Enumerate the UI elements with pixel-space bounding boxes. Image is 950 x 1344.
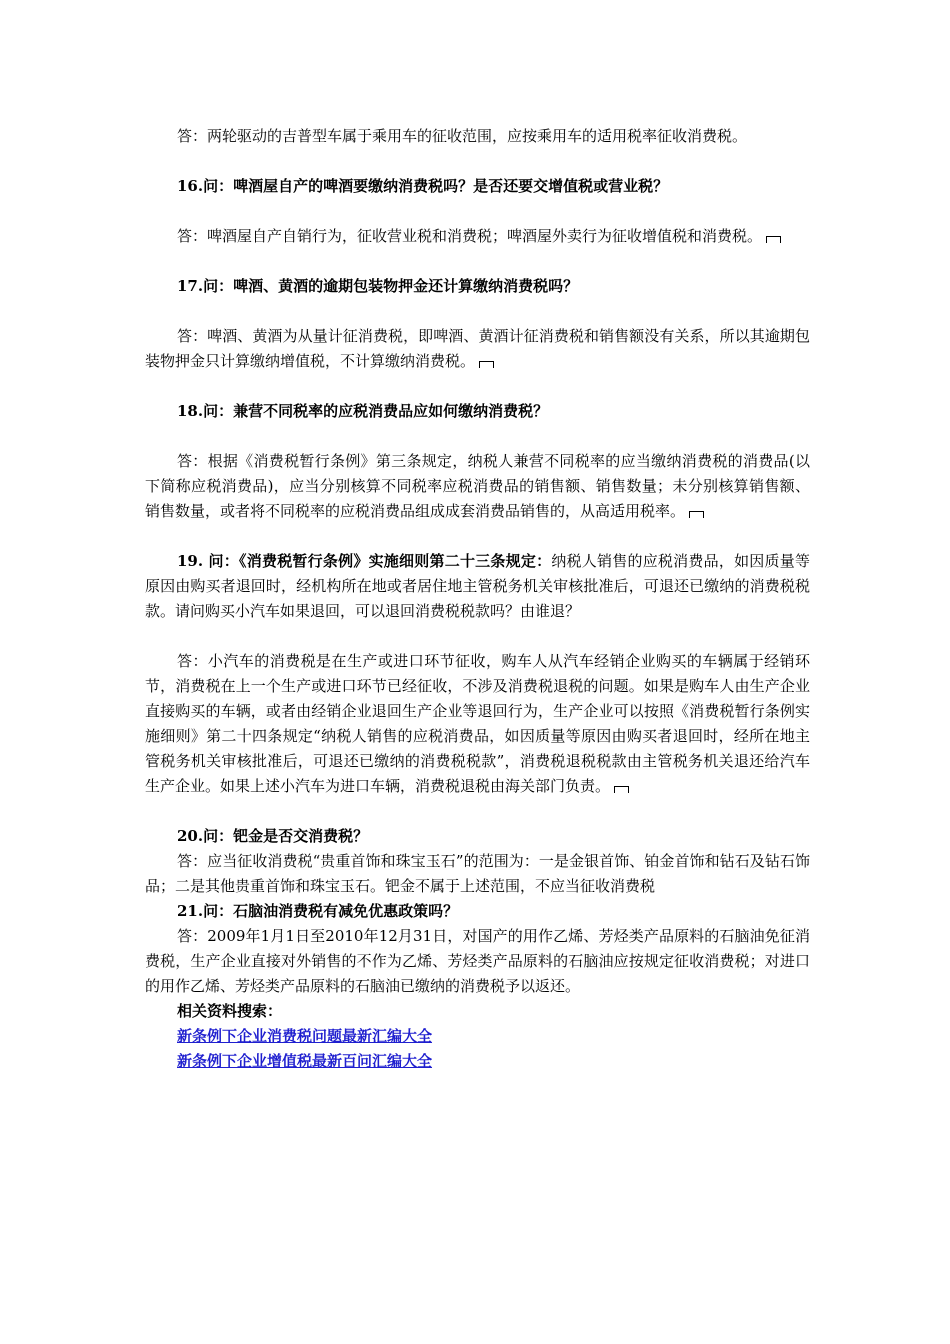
related-links xyxy=(145,1024,810,1049)
answer-21: 答：2009年1月1日至2010年12月31日，对国产的用作乙烯、芳烃类产品原料的石脑油免征消费税，生产企业直接对外销售的不作为乙烯、芳烃类产品原料的石脑油应按规定征收消费税；对进口的用作乙烯、芳烃类产品原料的石脑油已缴纳的消费税予以返还。 xyxy=(145,927,810,995)
related-links-2 xyxy=(145,1049,810,1074)
paragraph-mark-icon xyxy=(766,236,781,243)
related-link-consumption-tax[interactable]: 新条例下企业消费税问题最新汇编大全 xyxy=(177,1027,433,1045)
answer-20: 答：应当征收消费税“贵重首饰和珠宝玉石”的范围为：一是金银首饰、铂金首饰和钻石及钻石饰品；二是其他贵重首饰和珠宝玉石。钯金不属于上述范围，不应当征收消费税 xyxy=(145,852,810,895)
answer-16 xyxy=(145,224,810,249)
document-body xyxy=(145,124,810,1074)
related-link-vat[interactable]: 新条例下企业增值税最新百问汇编大全 xyxy=(177,1052,433,1070)
spacer xyxy=(145,374,810,399)
spacer xyxy=(145,149,810,174)
spacer xyxy=(145,299,810,324)
answer-19 xyxy=(145,649,810,799)
answer-16-text: 答：啤酒屋自产自销行为，征收营业税和消费税；啤酒屋外卖行为征收增值税和消费税。 xyxy=(177,227,763,245)
answer-17-text: 答：啤酒、黄酒为从量计征消费税，即啤酒、黄酒计征消费税和销售额没有关系，所以其逾期包装物押金只计算缴纳增值税，不计算缴纳消费税。 xyxy=(145,327,810,370)
question-19-bold: 19. 问：《消费税暂行条例》实施细则第二十三条规定： xyxy=(177,552,552,570)
related-label: 相关资料搜索： xyxy=(177,1002,283,1020)
answer-18 xyxy=(145,449,810,524)
spacer xyxy=(145,624,810,649)
paragraph-mark-icon xyxy=(614,786,629,793)
question-19-rest: 纳税人销售的应税消费品，如因质量等原因由购买者退回时，经机构所在地或者居住地主管税务机关审核批准后，可退还已缴纳的消费税税款。请问购买小汽车如果退回，可以退回消费税税款吗？由谁退？ xyxy=(145,552,810,620)
spacer xyxy=(145,199,810,224)
answer-19-text: 答：小汽车的消费税是在生产或进口环节征收，购车人从汽车经销企业购买的车辆属于经销环节，消费税在上一个生产或进口环节已经征收，不涉及消费税退税的问题。如果是购车人由生产企业直接购买的车辆，或者由经销企业退回生产企业等退回行为，生产企业可以按照《消费税暂行条例实施细则》第二十四条规定“纳税人销售的应税消费品，如因质量等原因由购买者退回时，经所在地主管税务机关审核批准后，可退还已缴纳的消费税税款”，消费税退税税款由主管税务机关退还给汽车生产企业。如果上述小汽车为进口车辆，消费税退税由海关部门负责。 xyxy=(145,652,810,795)
answer-18-text: 答：根据《消费税暂行条例》第三条规定，纳税人兼营不同税率的应当缴纳消费税的消费品(以下简称应税消费品)，应当分别核算不同税率应税消费品的销售额、销售数量；未分别核算销售额、销售数量，或者将不同税率的应税消费品组成成套消费品销售的，从高适用税率。 xyxy=(145,452,810,520)
spacer xyxy=(145,524,810,549)
answer-15: 答：两轮驱动的吉普型车属于乘用车的征收范围，应按乘用车的适用税率征收消费税。 xyxy=(177,127,748,145)
answer-17 xyxy=(145,324,810,374)
question-17: 17.问：啤酒、黄酒的逾期包装物押金还计算缴纳消费税吗？ xyxy=(177,277,579,295)
question-20: 20.问：钯金是否交消费税？ xyxy=(177,827,369,845)
spacer xyxy=(145,249,810,274)
question-19 xyxy=(145,549,810,624)
question-18: 18.问：兼营不同税率的应税消费品应如何缴纳消费税？ xyxy=(177,402,549,420)
spacer xyxy=(145,424,810,449)
spacer xyxy=(145,799,810,824)
question-16: 16.问：啤酒屋自产的啤酒要缴纳消费税吗？是否还要交增值税或营业税？ xyxy=(177,177,669,195)
paragraph-mark-icon xyxy=(689,511,704,518)
question-21: 21.问：石脑油消费税有减免优惠政策吗？ xyxy=(177,902,459,920)
paragraph-mark-icon xyxy=(479,361,494,368)
